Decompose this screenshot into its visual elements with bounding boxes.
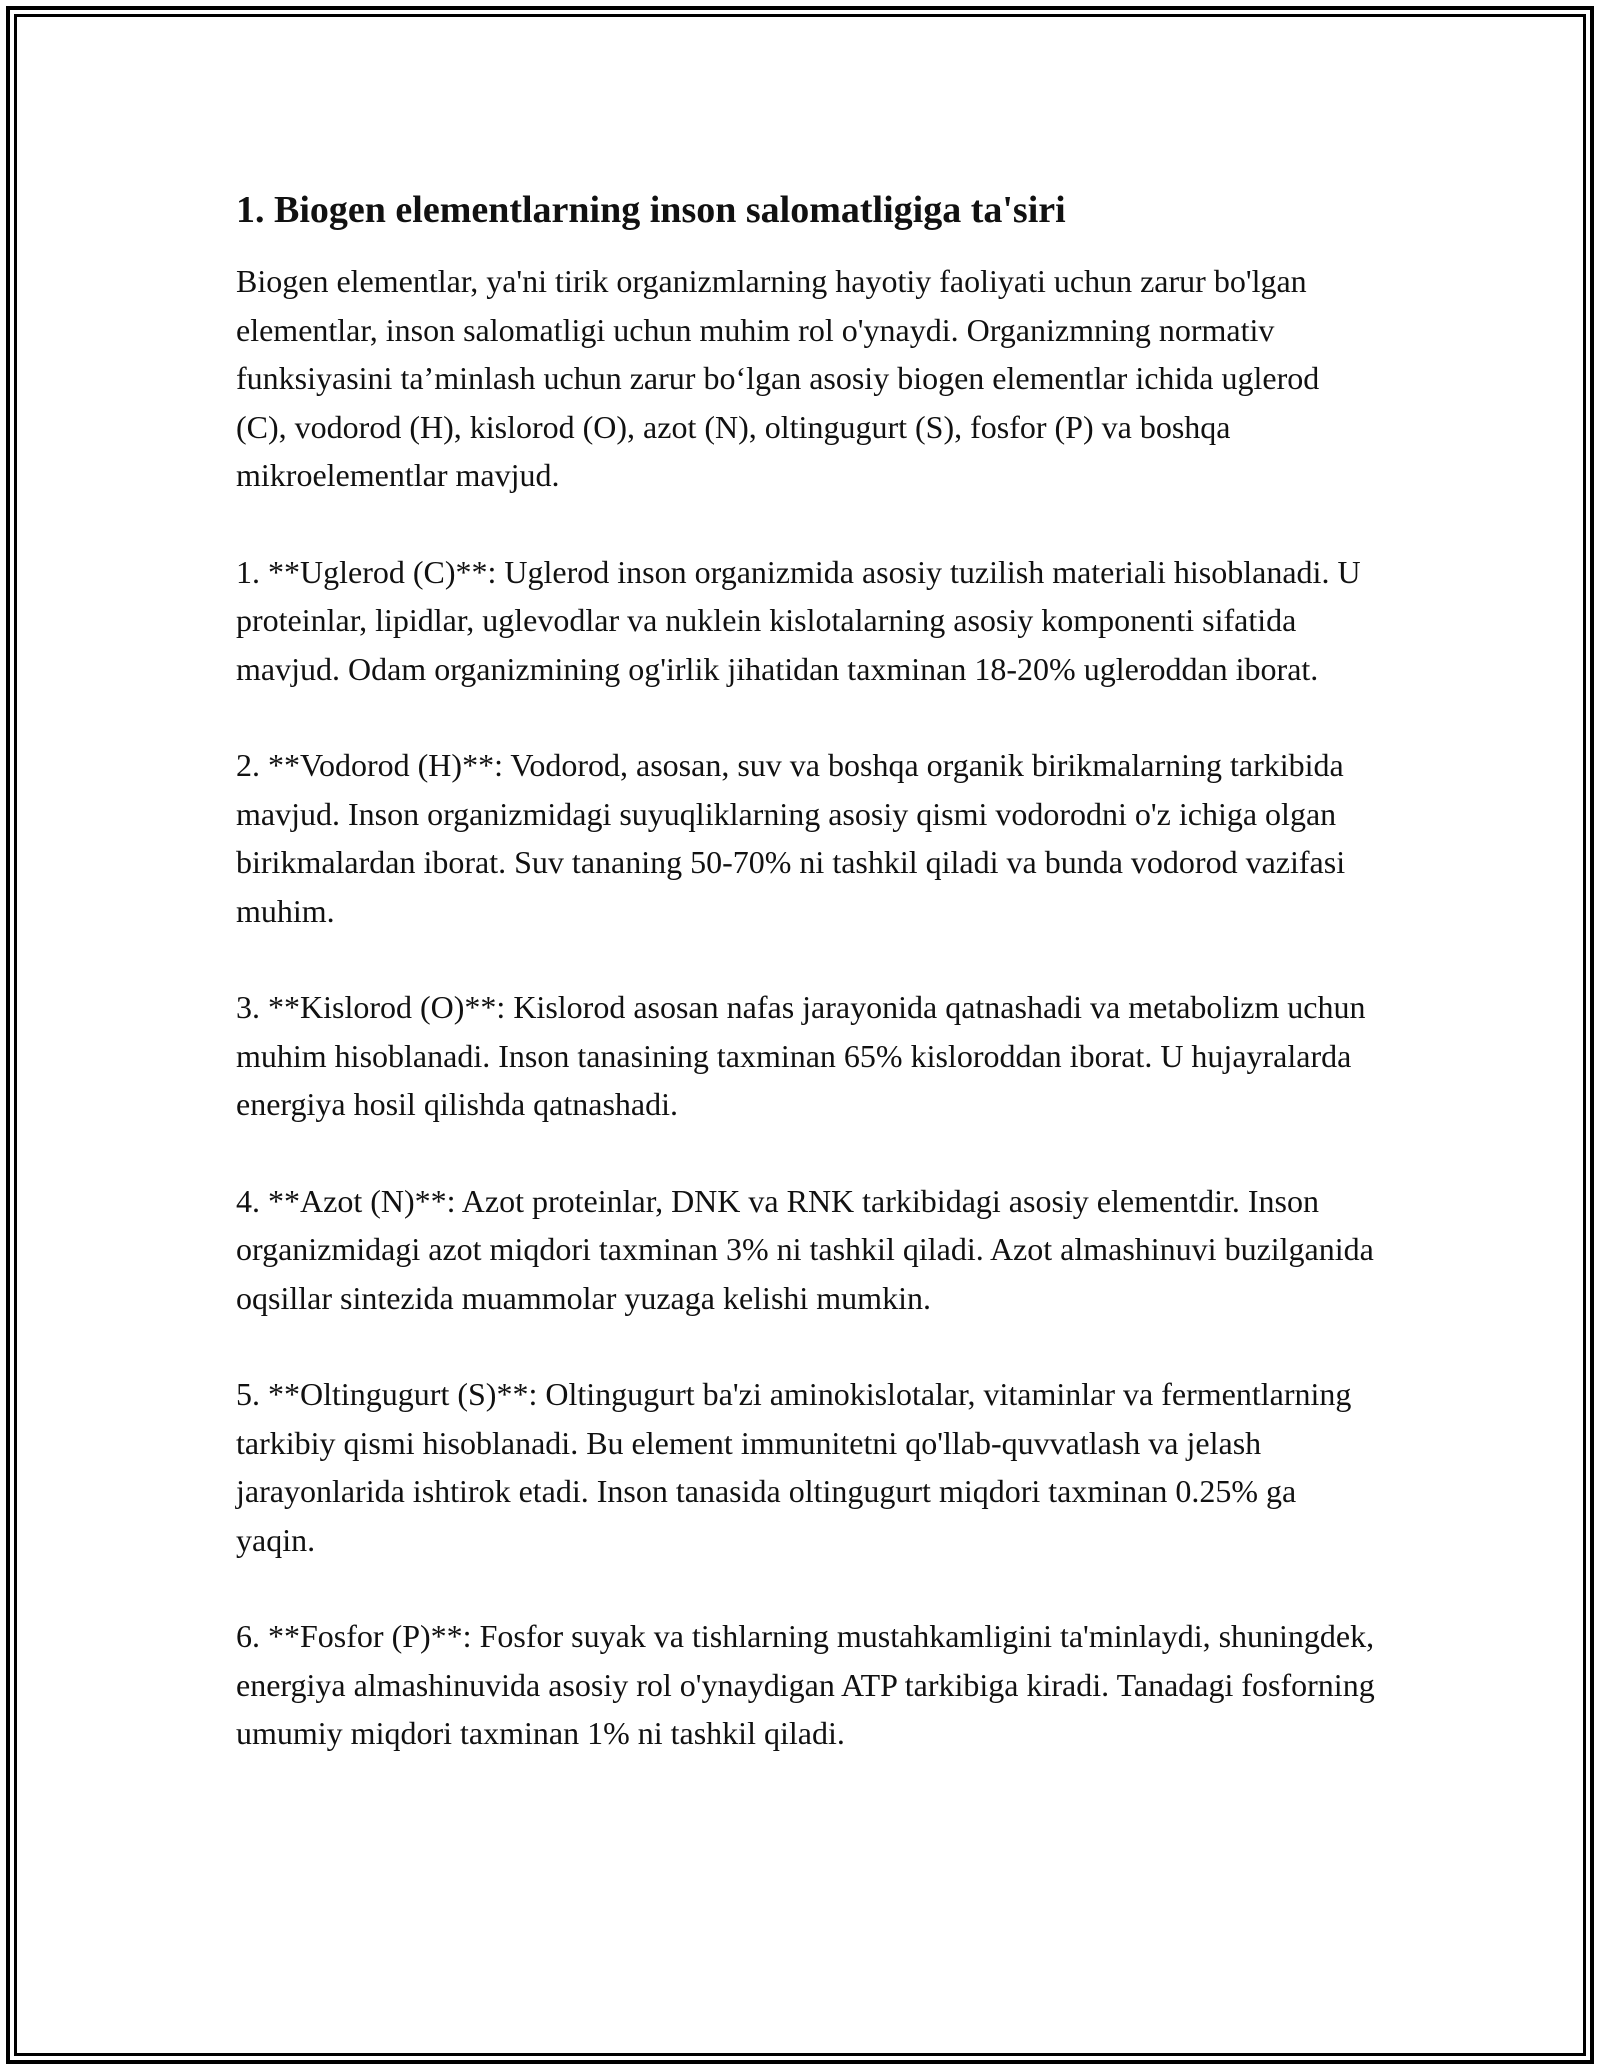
paragraph-oxygen: 3. **Kislorod (O)**: Kislorod asosan nafas jarayonida qatnashadi va metabolizm uchun muhim hisoblanadi. Inson tanasining taxminan 65% kisloroddan iborat. U hujayralarda energiya hosil qilishda qatnashadi. (236, 989, 1366, 1123)
paragraph-sulfur: 5. **Oltingugurt (S)**: Oltingugurt ba'zi aminokislotalar, vitaminlar va fermentlarning tarkibiy qismi hisoblanadi. Bu element immunitetni qo'llab-quvvatlash va jelash jarayonlarida ishtirok etadi. Inson tanasida oltingugurt miqdori taxminan 0.25% ga yaqin. (236, 1376, 1352, 1558)
document-body (236, 186, 1376, 1806)
paragraph-phosphorus: 6. **Fosfor (P)**: Fosfor suyak va tishlarning mustahkamligini ta'minlaydi, shuningdek, energiya almashinuvida asosiy rol o'ynaydigan ATP tarkibiga kiradi. Tanadagi fosforning umumiy miqdori taxminan 1% ni tashkil qiladi. (236, 1618, 1375, 1752)
paragraph-carbon: 1. **Uglerod (C)**: Uglerod inson organizmida asosiy tuzilish materiali hisoblanadi. U proteinlar, lipidlar, uglevodlar va nuklein kislotalarning asosiy komponenti sifatida mavjud. Odam organizmining og'irlik jihatidan taxminan 18-20% ugleroddan iborat. (236, 553, 1361, 687)
paragraph-nitrogen: 4. **Azot (N)**: Azot proteinlar, DNK va RNK tarkibidagi asosiy elementdir. Inson organizmidagi azot miqdori taxminan 3% ni tashkil qiladi. Azot almashinuvi buzilganida oqsillar sintezida muammolar yuzaga kelishi mumkin. (236, 1182, 1374, 1316)
document-title: 1. Biogen elementlarning inson salomatligiga ta'siri (236, 189, 1066, 231)
paragraph-hydrogen: 2. **Vodorod (H)**: Vodorod, asosan, suv va boshqa organik birikmalarning tarkibida mavjud. Inson organizmidagi suyuqliklarning asosiy qismi vodorodni o'z ichiga olgan birikmalardan iborat. Suv tananing 50-70% ni tashkil qiladi va bunda vodorod vazifasi muhim. (236, 747, 1346, 929)
intro-paragraph: Biogen elementlar, ya'ni tirik organizmlarning hayotiy faoliyati uchun zarur bo'lgan elementlar, inson salomatligi uchun muhim rol o'ynaydi. Organizmning normativ funksiyasini ta’minlash uchun zarur bo‘lgan asosiy biogen elementlar ichida uglerod (C), vodorod (H), kislorod (O), azot (N), oltingugurt (S), fosfor (P) va boshqa mikroelementlar mavjud. (236, 263, 1320, 494)
